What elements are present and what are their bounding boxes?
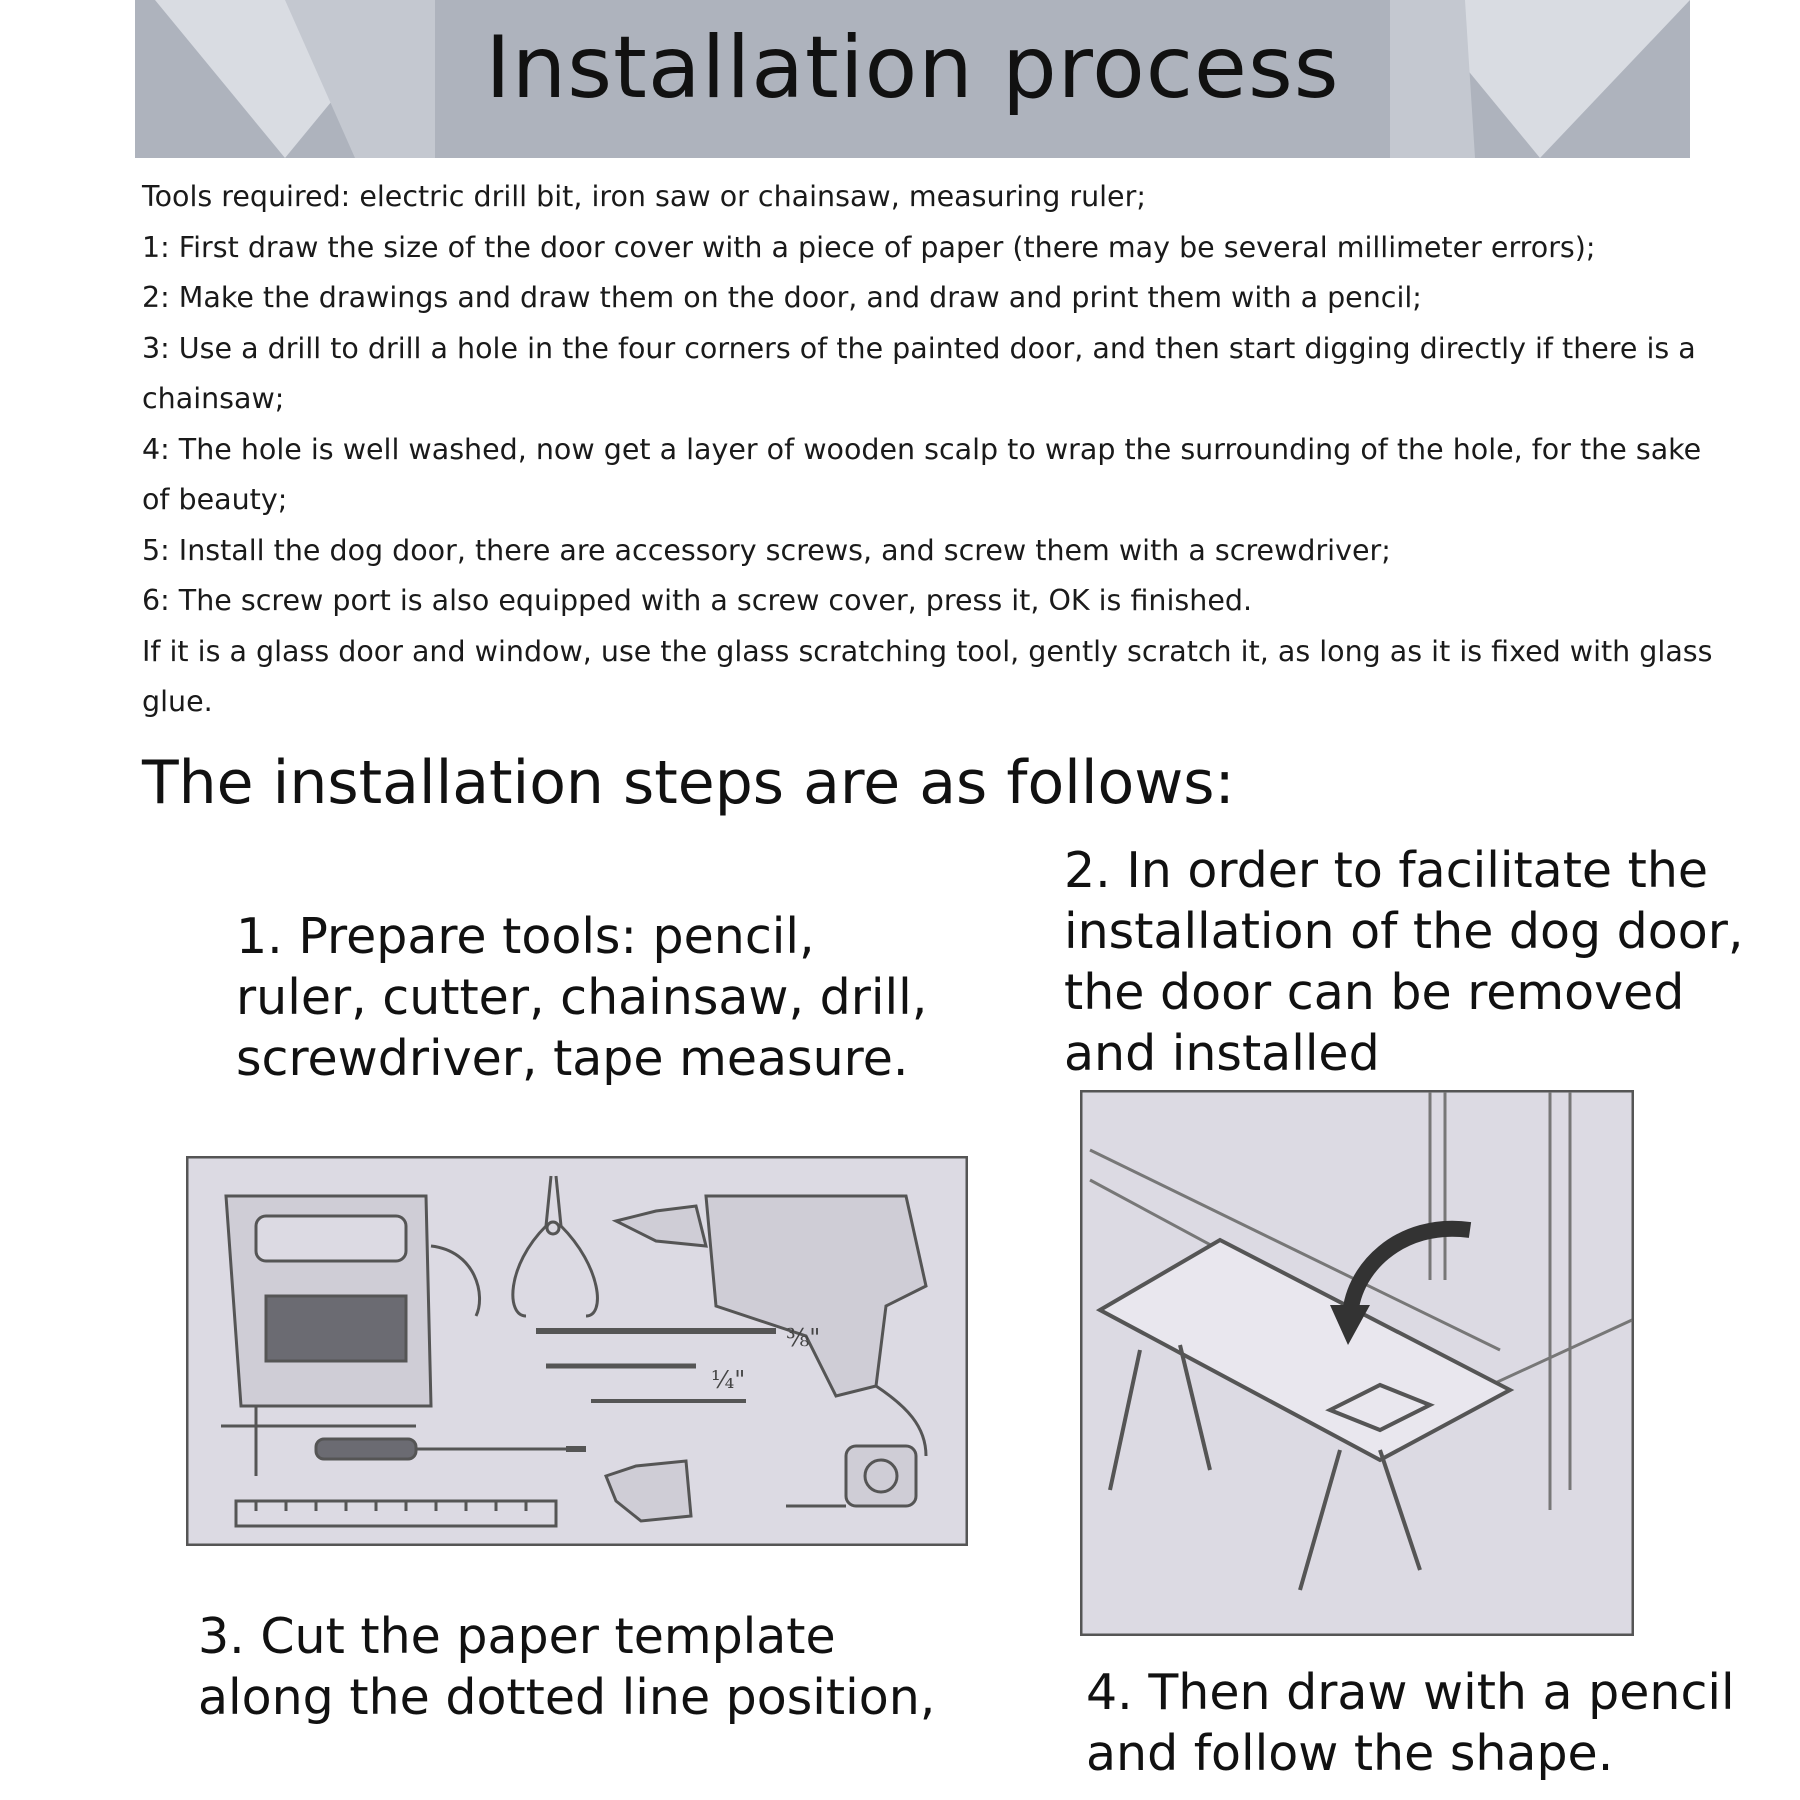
ruler-icon — [236, 1501, 556, 1526]
intro-glass-note: If it is a glass door and window, use the glass scratching tool, gently scratch it, as long as it is fixed with glass glue. — [142, 634, 1713, 718]
intro-step-3: 3: Use a drill to drill a hole in the four corners of the painted door, and then start digging directly if there is a chainsaw; — [142, 331, 1696, 415]
intro-step-4: 4: The hole is well washed, now get a layer of wooden scalp to wrap the surrounding of the hole, for the sake of beauty; — [142, 432, 1702, 516]
intro-tools-line: Tools required: electric drill bit, iron saw or chainsaw, measuring ruler; — [142, 180, 1146, 213]
step-1-caption: 1. Prepare tools: pencil, ruler, cutter, chainsaw, drill, screwdriver, tape measure. — [236, 908, 928, 1087]
bit-size-3-8-label: ⅜" — [786, 1324, 821, 1352]
steps-heading: The installation steps are as follows: — [142, 748, 1235, 818]
bit-size-1-4-label: ¼" — [711, 1366, 746, 1394]
intro-step-6: 6: The screw port is also equipped with a screw cover, press it, OK is finished. — [142, 584, 1252, 617]
intro-step-2: 2: Make the drawings and draw them on the door, and draw and print them with a pencil; — [142, 281, 1422, 314]
step-4-caption: 4. Then draw with a pencil and follow the shape. — [1086, 1664, 1735, 1782]
step-3-caption: 3. Cut the paper template along the dotted line position, — [198, 1608, 936, 1726]
page-title: Installation process — [485, 18, 1340, 118]
intro-step-1: 1: First draw the size of the door cover with a piece of paper (there may be several millimeter errors); — [142, 230, 1596, 264]
tools-illustration — [186, 1156, 968, 1546]
door-removal-illustration — [1080, 1090, 1634, 1636]
step-2-caption: 2. In order to facilitate the installation of the dog door, the door can be removed and installed — [1064, 842, 1744, 1082]
intro-step-5: 5: Install the dog door, there are accessory screws, and screw them with a screwdriver; — [142, 533, 1391, 567]
header-banner — [135, 0, 1690, 158]
intro-text — [142, 172, 1732, 728]
